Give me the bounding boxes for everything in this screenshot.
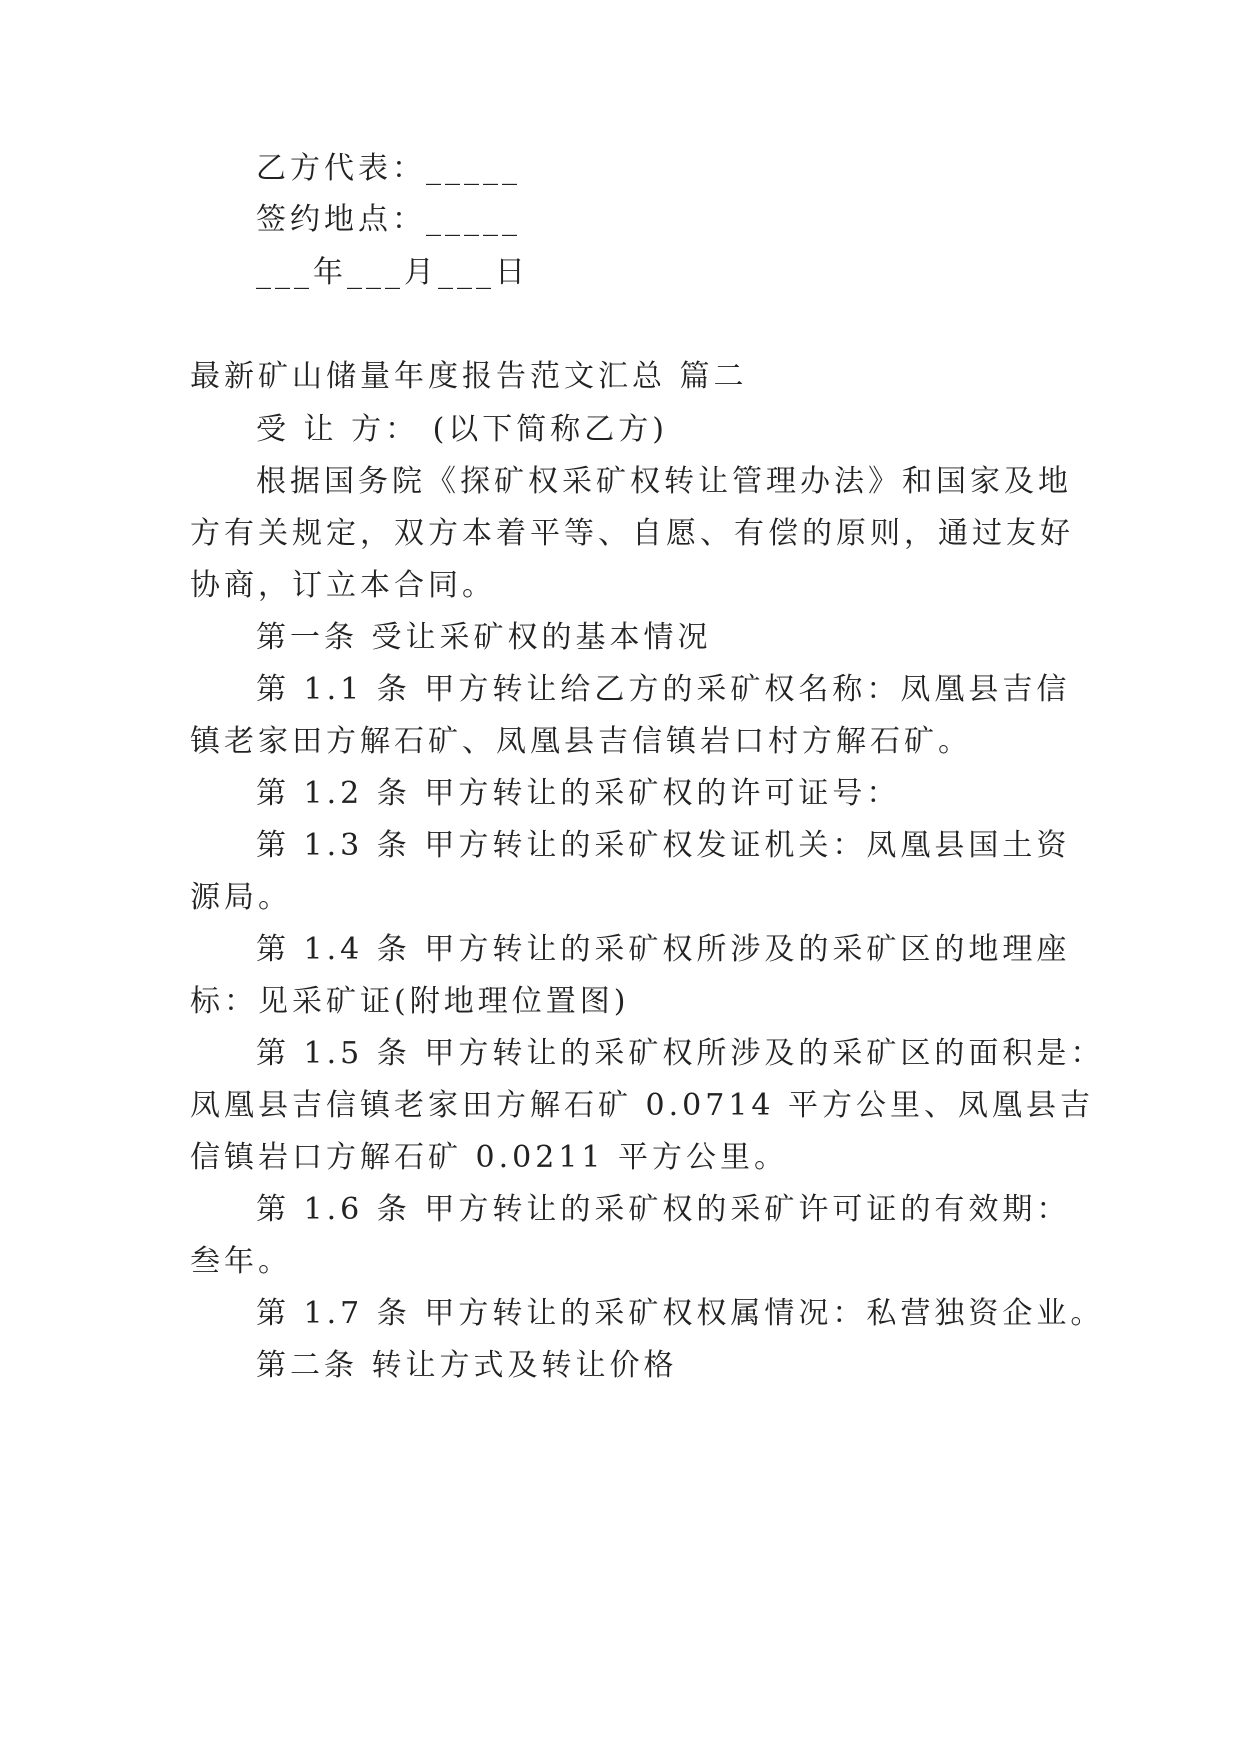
intro-line-2: 方有关规定，双方本着平等、自愿、有偿的原则，通过友好	[190, 516, 1074, 551]
intro-line-3: 协商，订立本合同。	[190, 568, 496, 603]
article-1-6-line-2: 叁年。	[190, 1244, 292, 1279]
article-1-5-line-1: 第 1.5 条 甲方转让的采矿权所涉及的采矿区的面积是：	[256, 1036, 1105, 1071]
article-1-7: 第 1.7 条 甲方转让的采矿权权属情况：私营独资企业。	[256, 1296, 1105, 1331]
section-title: 最新矿山储量年度报告范文汇总 篇二	[190, 359, 748, 394]
article-1-3-line-1: 第 1.3 条 甲方转让的采矿权发证机关：凤凰县国土资	[256, 828, 1071, 863]
article-1-6-line-1: 第 1.6 条 甲方转让的采矿权的采矿许可证的有效期：	[256, 1192, 1071, 1227]
article-2-title: 第二条 转让方式及转让价格	[256, 1348, 678, 1383]
article-1-5-line-3: 信镇岩口方解石矿 0.0211 平方公里。	[190, 1140, 789, 1175]
signing-place: 签约地点：_____	[256, 202, 521, 237]
party-b-representative: 乙方代表：_____	[256, 151, 521, 186]
article-1-5-line-2: 凤凰县吉信镇老家田方解石矿 0.0714 平方公里、凤凰县吉	[190, 1088, 1095, 1123]
article-1-1-line-1: 第 1.1 条 甲方转让给乙方的采矿权名称：凤凰县吉信	[256, 672, 1071, 707]
article-1-1-line-2: 镇老家田方解石矿、凤凰县吉信镇岩口村方解石矿。	[190, 724, 972, 759]
article-1-title: 第一条 受让采矿权的基本情况	[256, 620, 712, 655]
article-1-3-line-2: 源局。	[190, 880, 292, 915]
article-1-4-line-1: 第 1.4 条 甲方转让的采矿权所涉及的采矿区的地理座	[256, 932, 1071, 967]
date-line: ___年___月___日	[256, 255, 529, 290]
article-1-4-line-2: 标：见采矿证(附地理位置图)	[190, 984, 630, 1019]
transferee-line: 受 让 方： (以下简称乙方)	[256, 412, 669, 447]
intro-line-1: 根据国务院《探矿权采矿权转让管理办法》和国家及地	[256, 464, 1072, 499]
article-1-2: 第 1.2 条 甲方转让的采矿权的许可证号：	[256, 776, 901, 811]
